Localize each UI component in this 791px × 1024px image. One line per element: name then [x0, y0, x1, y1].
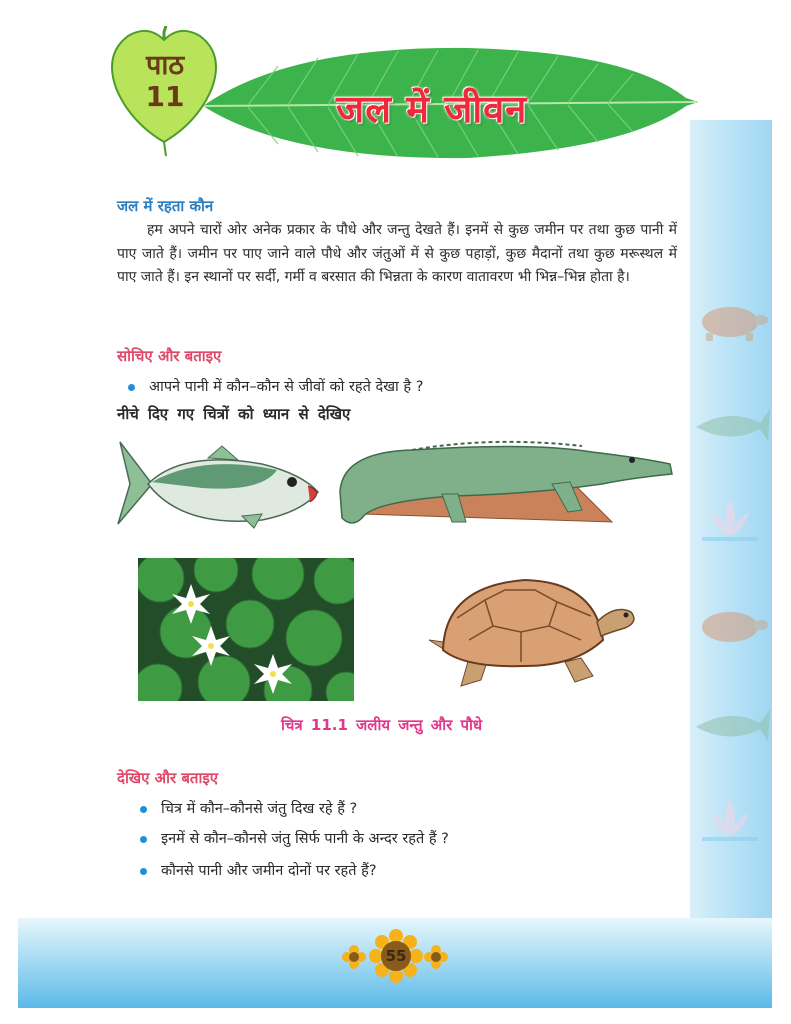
page-number: 55 — [385, 947, 407, 965]
turtle-icon — [429, 580, 634, 686]
turtle-figure — [425, 570, 645, 698]
side-fish-icon-2 — [696, 709, 770, 741]
figure-caption: चित्र 11.1 जलीय जन्तु और पौधे — [281, 716, 483, 734]
chapter-label: पाठ — [145, 50, 185, 81]
side-fish-icon — [696, 409, 770, 441]
question-text: इनमें से कौन–कौनसे जंतु सिर्फ पानी के अन्दर रहते हैं ? — [161, 831, 449, 847]
think-bullet — [128, 376, 423, 396]
side-turtle-icon — [702, 307, 768, 341]
side-lotus-icon-2 — [702, 800, 758, 841]
side-turtle-icon-2 — [702, 612, 768, 642]
lily-pond-photo — [138, 558, 354, 701]
crocodile-icon — [340, 442, 672, 523]
side-lotus-icon — [702, 500, 758, 541]
question-text: कौनसे पानी और जमीन दोनों पर रहते हैं? — [161, 863, 377, 879]
question-item — [140, 828, 449, 848]
section-heading-think-and-tell: सोचिए और बताइए — [117, 347, 222, 365]
observe-instruction: नीचे दिए गए चित्रों को ध्यान से देखिए — [117, 405, 351, 423]
question-item — [140, 860, 377, 880]
fish-icon — [118, 442, 318, 528]
bullet-icon — [140, 836, 147, 843]
section-heading-who-lives-in-water: जल में रहता कौन — [117, 197, 214, 215]
bullet-icon — [128, 384, 135, 391]
chapter-number: 11 — [145, 80, 185, 113]
question-item — [140, 798, 357, 818]
intro-paragraph: हम अपने चारों ओर अनेक प्रकार के पौधे और जन्तु देखते हैं। इनमें से कुछ जमीन पर तथा कुछ पानी में पाए जाते हैं। जमीन पर पाए जाने वाले पौधे और जंतुओं में से कुछ पहाड़ों, कुछ मैदानों तथा कुछ मरूस्थल में पाए जाते हैं। इन स्थानों पर सर्दी, गर्मी व बरसात की भिन्नता के कारण वातावरण भी भिन्न–भिन्न होता है। — [117, 222, 677, 285]
bullet-icon — [140, 868, 147, 875]
small-sunflower-icon-left — [342, 945, 366, 969]
bullet-icon — [140, 806, 147, 813]
think-bullet-text: आपने पानी में कौन–कौन से जीवों को रहते देखा है ? — [149, 379, 424, 395]
section-heading-see-and-tell: देखिए और बताइए — [117, 769, 218, 787]
question-text: चित्र में कौन–कौनसे जंतु दिख रहे हैं ? — [161, 801, 358, 817]
lotus-icon — [138, 558, 354, 701]
figure-animals-top — [112, 432, 682, 532]
chapter-title: जल में जीवन — [336, 87, 528, 131]
side-strip-icons — [690, 295, 772, 855]
small-sunflower-icon-right — [424, 945, 448, 969]
